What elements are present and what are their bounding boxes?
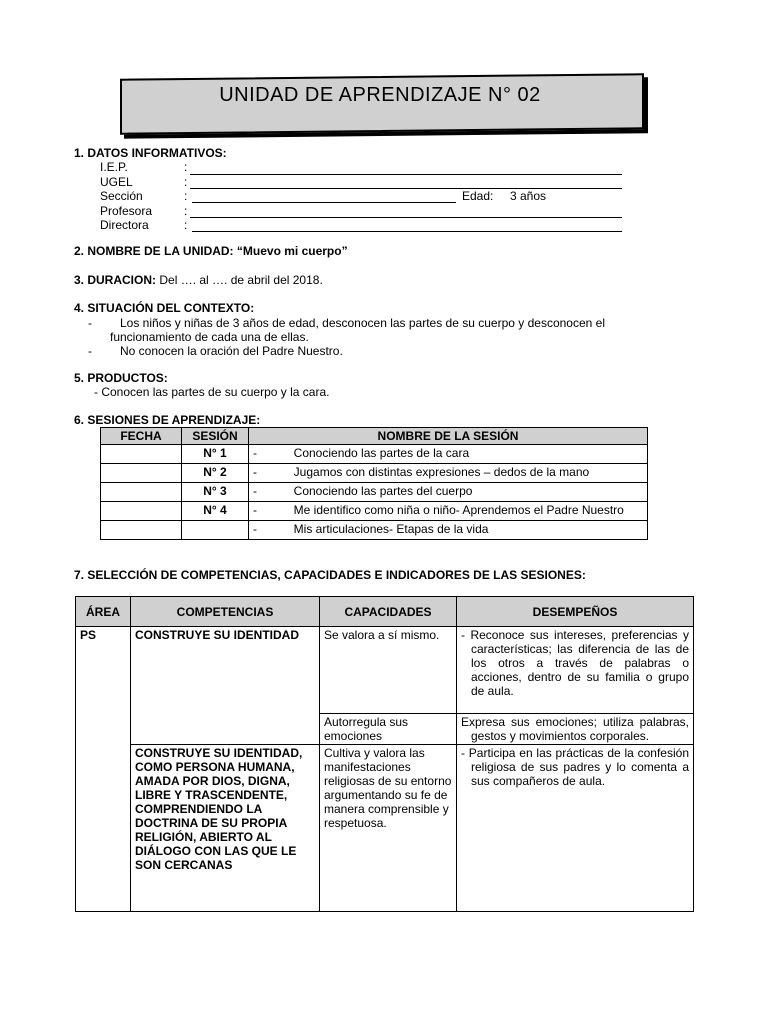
field-label-ugel: UGEL: [100, 175, 133, 189]
product-item: - Conocen las partes de su cuerpo y la cara.: [94, 385, 330, 399]
field-label-seccion: Sección: [100, 189, 143, 203]
table-row: [76, 745, 694, 912]
section-1-heading: 1. DATOS INFORMATIVOS:: [74, 146, 227, 160]
section-3: [74, 273, 323, 287]
field-line-directora[interactable]: [192, 231, 622, 232]
cell-capacidad-1: Se valora a sí mismo.: [320, 627, 457, 714]
page-title: UNIDAD DE APRENDIZAJE N° 02: [219, 84, 541, 106]
col-area: ÁREA: [76, 597, 131, 627]
cell-nombre: - Mis articulaciones- Etapas de la vida: [249, 521, 648, 540]
cell-desempeno-2: Expresa sus emociones; utiliza palabras, gestos y movimientos corporales.: [457, 714, 694, 745]
context-item-2: No conocen la oración del Padre Nuestro.: [120, 344, 343, 358]
session-name: Me identifico como niña o niño- Aprendemos el Padre Nuestro: [293, 503, 624, 517]
cell-desempeno-1: - Reconoce sus intereses, preferencias y características; las diferencia de las de los otros a través de palabras o acciones, dentro de su familia o grupo de aula.: [457, 627, 694, 714]
cell-fecha: [101, 521, 182, 540]
unit-name: “Muevo mi cuerpo”: [236, 244, 348, 258]
cell-fecha: [101, 483, 182, 502]
section-5-heading: 5. PRODUCTOS:: [74, 371, 168, 385]
field-sep: :: [184, 189, 188, 203]
section-6-heading: 6. SESIONES DE APRENDIZAJE:: [74, 413, 261, 427]
table-row: [101, 521, 648, 540]
section-2-heading: [74, 244, 348, 258]
sessions-table: [100, 427, 648, 540]
field-sep: :: [184, 175, 188, 189]
bullet-dash: -: [88, 316, 92, 330]
table-row: [101, 502, 648, 521]
session-name: Conociendo las partes del cuerpo: [293, 484, 473, 498]
cell-area: PS: [76, 627, 131, 912]
cell-capacidad-2: Autorregula sus emociones: [320, 714, 457, 745]
field-label-directora: Directora: [100, 218, 149, 232]
field-line-seccion[interactable]: [192, 202, 456, 203]
cell-sesion: N° 3: [182, 483, 249, 502]
field-line-iep[interactable]: [190, 174, 622, 175]
section-7-heading: 7. SELECCIÓN DE COMPETENCIAS, CAPACIDADES E INDICADORES DE LAS SESIONES:: [74, 568, 586, 582]
cell-competencia-1: CONSTRUYE SU IDENTIDAD: [131, 627, 320, 745]
cell-desempeno-3: - Participa en las prácticas de la confesión religiosa de sus padres y lo comenta a sus compañeros de aula.: [457, 745, 694, 912]
field-line-ugel[interactable]: [190, 188, 622, 189]
table-row: [101, 445, 648, 464]
cell-sesion: [182, 521, 249, 540]
field-sep: :: [184, 204, 188, 218]
session-name: Jugamos con distintas expresiones – dedos de la mano: [293, 465, 590, 479]
col-fecha: FECHA: [101, 428, 182, 445]
duration-value: Del …. al …. de abril del 2018.: [159, 273, 323, 287]
cell-fecha: [101, 464, 182, 483]
cell-fecha: [101, 445, 182, 464]
field-line-profesora[interactable]: [190, 217, 622, 218]
cell-sesion: N° 4: [182, 502, 249, 521]
section-4-heading: 4. SITUACIÓN DEL CONTEXTO:: [74, 301, 255, 315]
col-sesion: SESIÓN: [182, 428, 249, 445]
col-competencias: COMPETENCIAS: [131, 597, 320, 627]
competencies-table: [75, 596, 694, 912]
table-row: [101, 483, 648, 502]
cell-nombre: - Conociendo las partes de la cara: [249, 445, 648, 464]
col-nombre: NOMBRE DE LA SESIÓN: [249, 428, 648, 445]
cell-nombre: - Conociendo las partes del cuerpo: [249, 483, 648, 502]
col-desempenos: DESEMPEÑOS: [457, 597, 694, 627]
session-name: Conociendo las partes de la cara: [293, 446, 470, 460]
cell-sesion: N° 1: [182, 445, 249, 464]
field-label-iep: I.E.P.: [100, 160, 128, 174]
cell-capacidad-3: Cultiva y valora las manifestaciones religiosas de su entorno argumentando su fe de manera comprensible y respetuosa.: [320, 745, 457, 912]
edad-value: 3 años: [510, 189, 547, 203]
table-row: [101, 464, 648, 483]
col-capacidades: CAPACIDADES: [320, 597, 457, 627]
context-item-1: Los niños y niñas de 3 años de edad, desconocen las partes de su cuerpo y desconocen el funcionamiento de cada una de ellas.: [110, 316, 605, 344]
cell-nombre: - Me identifico como niña o niño- Aprendemos el Padre Nuestro: [249, 502, 648, 521]
cell-fecha: [101, 502, 182, 521]
field-sep: :: [184, 218, 188, 232]
session-name: Mis articulaciones- Etapas de la vida: [293, 522, 489, 536]
section-3-heading: 3. DURACION:: [74, 273, 157, 287]
table-row: [76, 627, 694, 714]
section-2-label: 2. NOMBRE DE LA UNIDAD:: [74, 244, 234, 258]
cell-competencia-2: CONSTRUYE SU IDENTIDAD, COMO PERSONA HUMANA, AMADA POR DIOS, DIGNA, LIBRE Y TRASCENDENTE, COMPRENDIENDO LA DOCTRINA DE SU PROPIA RELIGIÓN, ABIERTO AL DIÁLOGO CON LAS QUE LE SON CERCANAS: [131, 745, 320, 912]
cell-nombre: - Jugamos con distintas expresiones – dedos de la mano: [249, 464, 648, 483]
cell-sesion: N° 2: [182, 464, 249, 483]
field-label-profesora: Profesora: [100, 204, 153, 218]
field-sep: :: [184, 160, 188, 174]
bullet-dash: -: [88, 344, 92, 358]
edad-label: Edad:: [462, 189, 494, 203]
